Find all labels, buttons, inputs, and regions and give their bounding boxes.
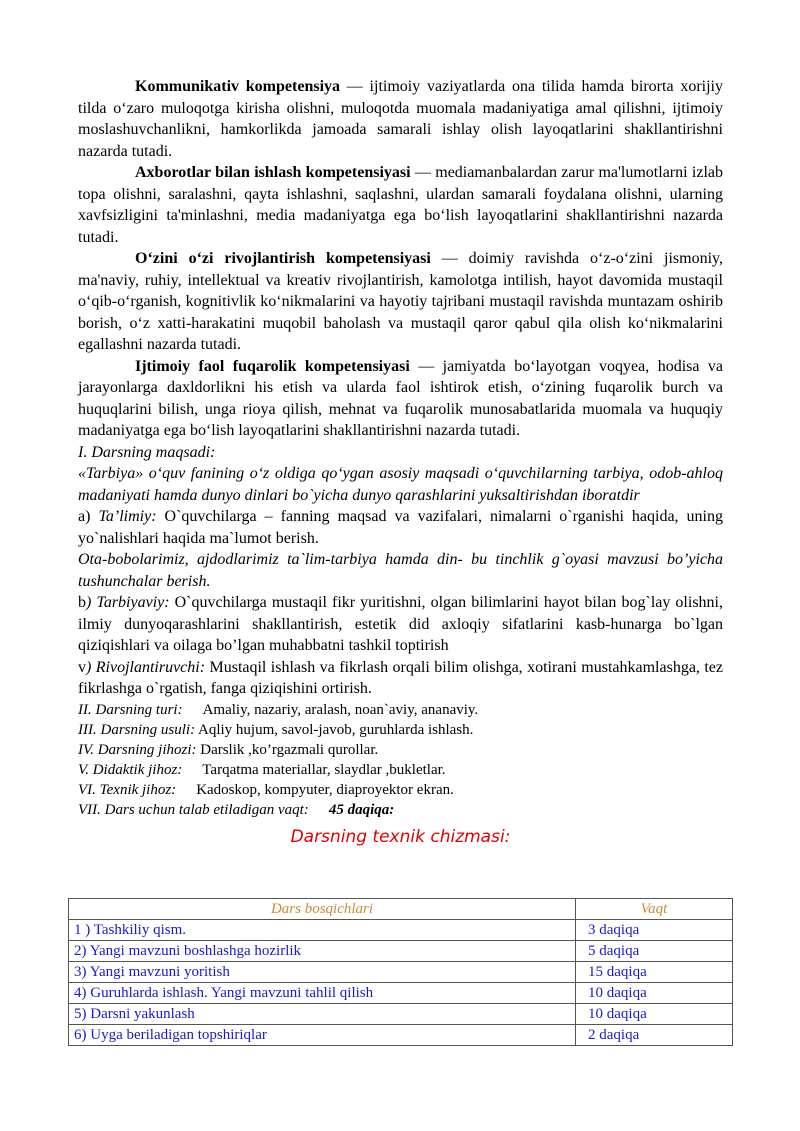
stage-cell: 4) Guruhlarda ishlash. Yangi mavzuni tahlil qilish: [69, 983, 576, 1004]
goal-text-v: Mustaqil ishlash va fikrlash orqali bilim olishga, xotirani mustahkamlashga, tez fikrlashga o`rgatish, fanga qiziqishini ortirish.: [78, 658, 723, 697]
header-stages: Dars bosqichlari: [69, 899, 576, 920]
goal-developmental: [78, 657, 723, 700]
time-cell: 10 daqiqa: [576, 983, 733, 1004]
time-cell: 5 daqiqa: [576, 941, 733, 962]
term-self-development: O‘zini o‘zi rivojlantirish kompetensiyasi: [135, 250, 431, 267]
paragraph-self-development: [78, 248, 723, 356]
meta-time: [78, 800, 723, 820]
goal-educational: [78, 506, 723, 549]
term-civic: Ijtimoiy faol fuqarolik kompetensiyasi: [135, 357, 410, 375]
table-row: [69, 983, 733, 1004]
paragraph-text: — mediamanbalardan zarur ma'lumotlarni izlab topa olishni, saralashni, qayta ishlashni, saqlashni, ulardan samarali foydalana olishni, ularning xavfsizligini ta'minlashni, media madaniyatga ega bo‘lish layoqatlarini shakllantirishni nazarda tutadi.: [78, 164, 723, 246]
stage-cell: 1 ) Tashkiliy qism.: [69, 920, 576, 941]
meta-value: Aqliy hujum, savol-javob, guruhlarda ishlash.: [198, 721, 474, 738]
meta-equipment: [78, 740, 723, 760]
paragraph-text: — jamiyatda bo‘layotgan voqyea, hodisa va jarayonlarga daxldorlikni his etish va ularda faol ishtirok etish, o‘zining fuqarolik burch va huquqlarini bilish, unga rioya qilish, mehnat va fuqarolik munosabatlarida muomala va huquqiy madaniyatga ega bo‘lish layoqatlarini shakllantirishni nazarda tutadi.: [78, 357, 724, 439]
stage-cell: 5) Darsni yakunlash: [69, 1004, 576, 1025]
meta-label: V. Didaktik jihoz:: [78, 761, 183, 778]
meta-label: III. Darsning usuli:: [78, 721, 196, 738]
term-information: Axborotlar bilan ishlash kompetensiyasi: [135, 164, 411, 181]
meta-type: [78, 700, 723, 720]
paragraph-text: — ijtimoiy vaziyatlarda ona tilida hamda birorta xorijiy tilda o‘zaro muloqotga kirisha olishni, muloqotda muomala madaniyatiga amal qilishni, ijtimoiy moslashuvchanlikni, hamkorlikda jamoada samarali ishlay olish layoqatlarini shakllantirishni nazarda tutadi.: [78, 78, 723, 160]
meta-value: Tarqatma materiallar, slaydlar ,bukletlar.: [202, 761, 446, 778]
goal-prefix: v: [78, 658, 86, 676]
lesson-plan-table: [68, 898, 733, 1046]
document-body: [78, 76, 723, 856]
meta-didactic: [78, 760, 723, 780]
paragraph-civic: [78, 356, 723, 442]
meta-value: Amaliy, nazariy, aralash, noan`aviy, ananaviy.: [202, 701, 479, 718]
time-cell: 3 daqiqa: [576, 920, 733, 941]
meta-label: VII. Dars uchun talab etiladigan vaqt:: [78, 801, 309, 818]
meta-value: Kadoskop, kompyuter, diaproyektor ekran.: [196, 781, 454, 798]
goal-text-b: O`quvchilarga mustaqil fikr yuritishni, olgan bilimlarini hayot bilan bog`lay olishni, ilmiy dunyoqarashlarini shakllantirish, estetik did axloqiy sifatlarini kasb-hunarga bo`lgan qiziqishlari va oilaga bo’lgan muhabbatni tashkil toptirish: [78, 594, 723, 654]
table-row: [69, 1025, 733, 1046]
meta-method: [78, 720, 723, 740]
goal-prefix: b: [78, 594, 86, 611]
time-cell: 15 daqiqa: [576, 962, 733, 983]
goal-label: ) Rivojlantiruvchi:: [86, 658, 206, 676]
table-row: [69, 941, 733, 962]
goal-upbringing: [78, 592, 723, 657]
table-header-row: [69, 899, 733, 920]
goal-label: ) Tarbiyaviy:: [86, 594, 170, 611]
table-row: [69, 962, 733, 983]
goal-text: «Tarbiya» o‘quv fanining o‘z oldiga qo‘ygan asosiy maqsadi o‘quvchilarning tarbiya, odob-ahloq madaniyati hamda dunyo dinlari bo`yicha dunyo qarashlarini yuksaltirishdan iboratdir: [78, 465, 723, 504]
stage-cell: 6) Uyga beriladigan topshiriqlar: [69, 1025, 576, 1046]
meta-value: Darslik ,ko’rgazmali qurollar.: [200, 741, 379, 758]
paragraph-information: [78, 162, 723, 248]
time-cell: 2 daqiqa: [576, 1025, 733, 1046]
meta-technical: [78, 780, 723, 800]
paragraph-text: — doimiy ravishda o‘z-o‘zini jismoniy, ma'naviy, ruhiy, intellektual va kreativ rivojlantirish, kamolotga intilish, hayot davomida mustaqil o‘qib-o‘rganish, kognitivlik ko‘nikmalarini va hayotiy tajribani mustaqil ravishda muntazam oshirib borish, o‘z xatti-harakatini muqobil baholash va mustaqil qaror qabul qila olish ko‘nikmalarini egallashni nazarda tutadi.: [78, 250, 723, 353]
header-time: Vaqt: [576, 899, 733, 920]
goal-educational-italic: Ota-bobolarimiz, ajdodlarimiz ta`lim-tarbiya hamda din- bu tinchlik g`oyasi mavzusi bo’yicha tushunchalar berish.: [78, 551, 723, 590]
goal-heading: I. Darsning maqsadi:: [78, 443, 216, 461]
goal-label: Ta’limiy:: [98, 508, 157, 525]
chart-title: Darsning texnik chizmasi:: [290, 826, 511, 847]
goal-prefix: a): [78, 508, 99, 525]
meta-value: 45 daqiqa:: [328, 801, 395, 818]
time-cell: 10 daqiqa: [576, 1004, 733, 1025]
table-row: [69, 1004, 733, 1025]
meta-label: VI. Texnik jihoz:: [78, 781, 177, 798]
goal-text-a: O`quvchilarga – fanning maqsad va vazifalari, nimalarni o`rganishi haqida, uning yo`nalishlari haqida ma`lumot berish.: [78, 508, 724, 547]
meta-label: II. Darsning turi:: [78, 701, 183, 718]
paragraph-communicative: [78, 76, 723, 162]
meta-label: IV. Darsning jihozi:: [78, 741, 197, 758]
stage-cell: 3) Yangi mavzuni yoritish: [69, 962, 576, 983]
term-communicative: Kommunikativ kompetensiya: [135, 78, 341, 95]
stage-cell: 2) Yangi mavzuni boshlashga hozirlik: [69, 941, 576, 962]
table-row: [69, 920, 733, 941]
